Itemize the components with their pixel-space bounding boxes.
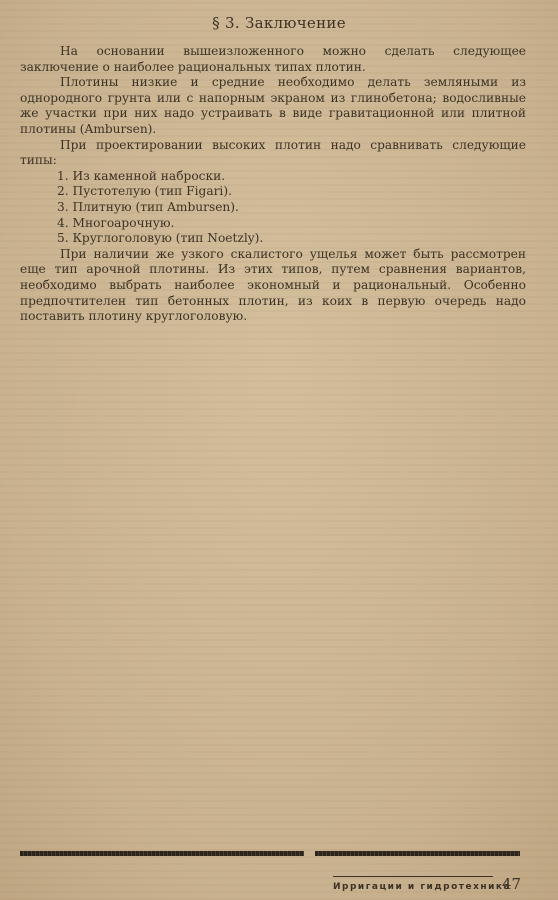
footer-divider-right (315, 851, 520, 856)
paragraph-conclusion: На основании вышеизложенного можно сделать следующее заключение о наиболее рациональных типах плотин. (20, 44, 526, 74)
page-number: 47 (502, 875, 522, 893)
footer-divider-left (20, 851, 304, 856)
paragraph-high-dams: При проектировании высоких плотин надо сравнивать следующие типы: (20, 137, 526, 168)
list-item: 1. Из каменной наброски. (57, 168, 226, 183)
paragraph-narrow-gorge: При наличии же узкого скалистого ущелья может быть рассмотрен еще тип арочной плотины. Из этих типов, путем сравнения вариантов, необходимо выбрать наиболее экономный и рациональный. Особенно предпочтителен тип бетонных плотин, из коих в первую очередь надо поставить плотину круглоголовую. (20, 246, 526, 324)
footer-underline (333, 876, 493, 877)
list-item: 4. Многоарочную. (57, 215, 175, 230)
list-item: 3. Плитную (тип Ambursen). (57, 199, 239, 214)
body-text (20, 44, 526, 325)
list-item: 2. Пустотелую (тип Figari). (57, 184, 232, 199)
paragraph-low-dams: Плотины низкие и средние необходимо делать земляными из однородного грунта или с напорным экраном из глинобетона; водосливные же участки при них надо устраивать в виде гравитационной или плитной плотины (Ambursen). (20, 75, 526, 136)
dam-types-list (20, 169, 526, 247)
section-heading: § 3. Заключение (212, 14, 346, 32)
running-footer-title: Ирригации и гидротехника (333, 882, 512, 892)
list-item: 5. Круглоголовую (тип Noetzly). (57, 231, 264, 246)
